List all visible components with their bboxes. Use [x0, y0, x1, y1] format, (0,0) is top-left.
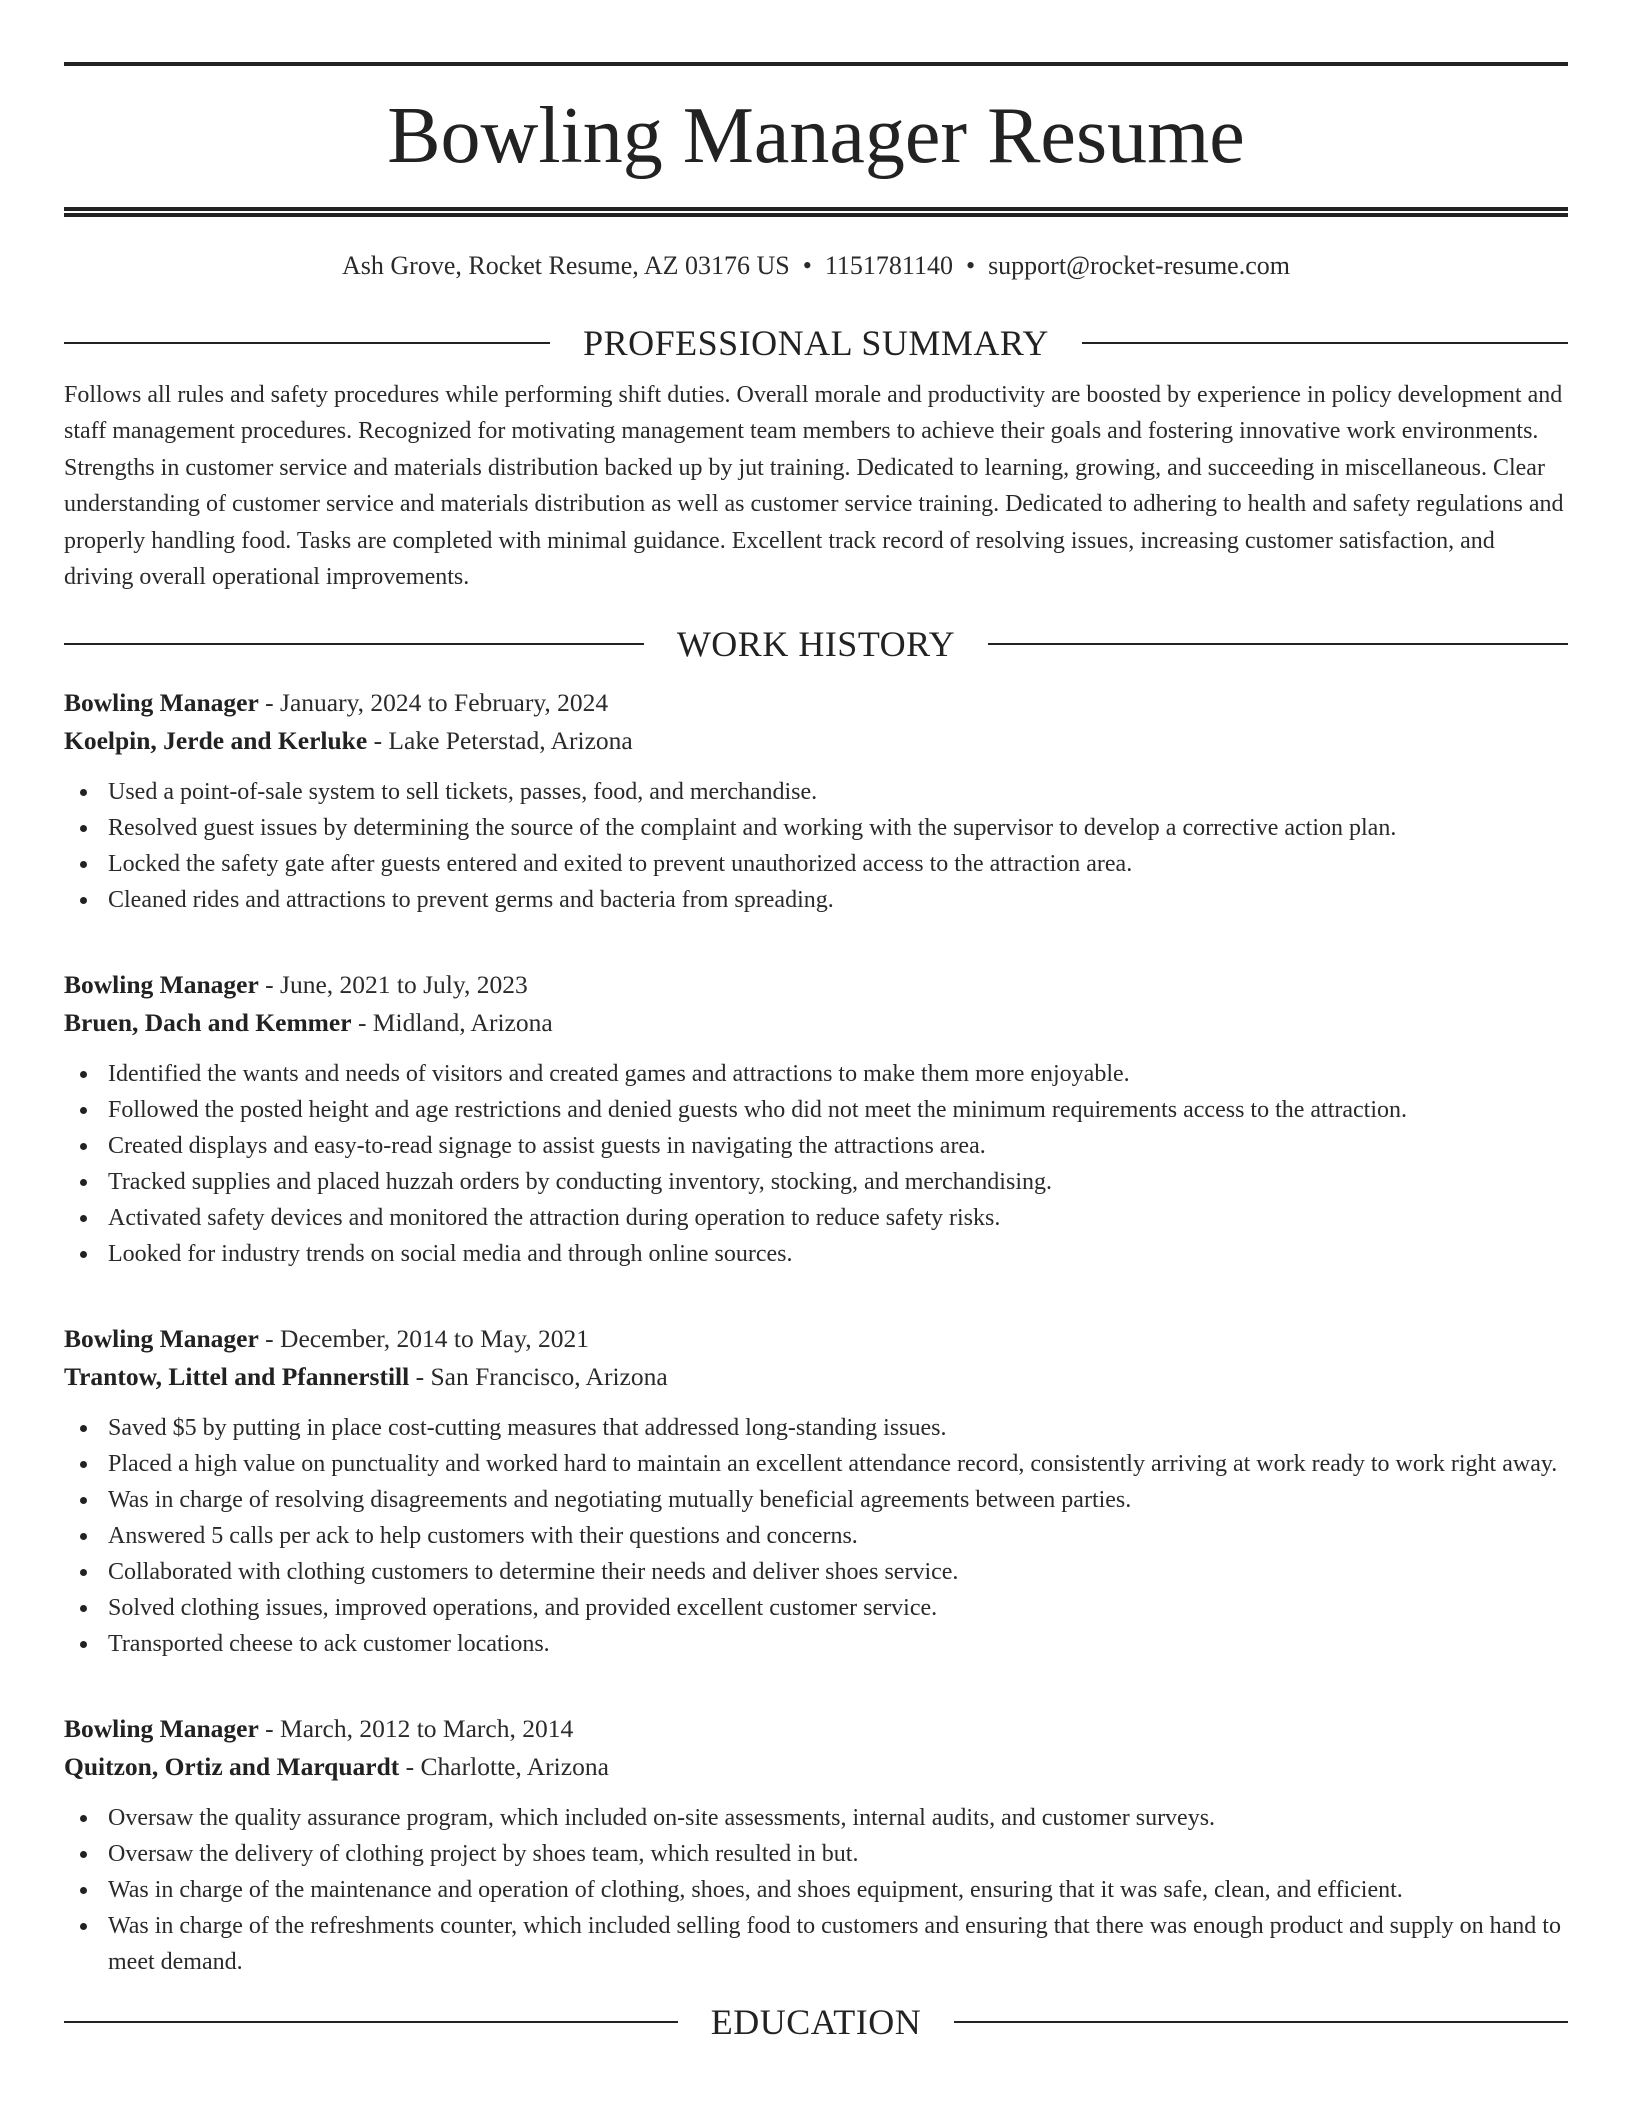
job-title: Bowling Manager — [64, 1714, 259, 1744]
bullet-icon — [80, 1533, 87, 1540]
duty-text: Answered 5 calls per ack to help customers with their questions and concerns. — [108, 1523, 858, 1550]
job-title-line — [64, 1320, 1568, 1358]
top-rule — [64, 62, 1568, 66]
list-item — [64, 1092, 1568, 1128]
duty-text: Was in charge of the refreshments counter, which included selling food to customers and ensuring that there was enough product and supply on hand to meet demand. — [108, 1913, 1561, 1976]
duty-text: Activated safety devices and monitored the attraction during operation to reduce safety risks. — [108, 1205, 1001, 1232]
bullet-icon — [80, 897, 87, 904]
bullet-icon — [80, 1179, 87, 1186]
bullet-icon — [80, 789, 87, 796]
job-entry — [64, 684, 1568, 918]
section-heading-label: EDUCATION — [710, 2002, 922, 2043]
duty-text: Used a point-of-sale system to sell tickets, passes, food, and merchandise. — [108, 779, 818, 806]
job-duties-list — [64, 1410, 1568, 1662]
bullet-icon — [80, 1143, 87, 1150]
list-item — [64, 1128, 1568, 1164]
job-entry — [64, 1710, 1568, 1980]
bullet-icon — [80, 1923, 87, 1930]
job-title-line — [64, 1710, 1568, 1748]
job-company: Koelpin, Jerde and Kerluke — [64, 726, 368, 756]
contact-separator: • — [802, 251, 812, 280]
job-duties-list — [64, 1800, 1568, 1980]
job-location: - Lake Peterstad, Arizona — [373, 726, 633, 756]
job-title: Bowling Manager — [64, 970, 259, 1000]
job-dates: - January, 2024 to February, 2024 — [265, 688, 609, 718]
section-heading-label: PROFESSIONAL SUMMARY — [583, 323, 1049, 363]
heading-rule-right — [988, 643, 1568, 645]
heading-rule-right — [1082, 342, 1568, 344]
list-item — [64, 1800, 1568, 1836]
job-company-line — [64, 1358, 1568, 1396]
job-title-line — [64, 966, 1568, 1004]
job-location: - Midland, Arizona — [357, 1008, 553, 1038]
bullet-icon — [80, 1461, 87, 1468]
list-item — [64, 1590, 1568, 1626]
job-title-line — [64, 684, 1568, 722]
bullet-icon — [80, 1569, 87, 1576]
job-company: Quitzon, Ortiz and Marquardt — [64, 1752, 400, 1782]
duty-text: Cleaned rides and attractions to prevent germs and bacteria from spreading. — [108, 887, 834, 914]
title-double-rule — [64, 207, 1568, 217]
contact-separator: • — [965, 251, 976, 280]
duty-text: Tracked supplies and placed huzzah orders by conducting inventory, stocking, and merchandising. — [108, 1169, 1052, 1196]
heading-rule-right — [954, 2021, 1568, 2023]
list-item — [64, 1908, 1568, 1980]
job-company-line — [64, 722, 1568, 760]
list-item — [64, 1164, 1568, 1200]
bullet-icon — [80, 1251, 87, 1258]
bullet-icon — [80, 1425, 87, 1432]
duty-text: Looked for industry trends on social media and through online sources. — [108, 1241, 793, 1268]
resume-title: Bowling Manager Resume — [387, 92, 1245, 180]
summary-paragraph: Follows all rules and safety procedures while performing shift duties. Overall morale and productivity are boosted by experience in policy development and staff management procedures. Recognized for motivating management team members to achieve their goals and fostering innovative work environments. Strengths in customer service and materials distribution backed up by jut training. Dedicated to learning, growing, and succeeding in miscellaneous. Clear understanding of customer service and materials distribution as well as customer service training. Dedicated to adhering to health and safety regulations and properly handling food. Tasks are completed with minimal guidance. Excellent track record of resolving issues, increasing customer satisfaction, and driving overall operational improvements. — [64, 382, 1564, 591]
job-location: - Charlotte, Arizona — [405, 1752, 609, 1782]
job-company: Trantow, Littel and Pfannerstill — [64, 1362, 410, 1392]
duty-text: Oversaw the delivery of clothing project by shoes team, which resulted in but. — [108, 1841, 859, 1868]
list-item — [64, 774, 1568, 810]
list-item — [64, 1626, 1568, 1662]
contact-email: support@rocket-resume.com — [988, 251, 1290, 280]
contact-address: Ash Grove, Rocket Resume, AZ 03176 US — [342, 251, 790, 280]
heading-rule-left — [64, 2021, 678, 2023]
list-item — [64, 1200, 1568, 1236]
list-item — [64, 1410, 1568, 1446]
bullet-icon — [80, 825, 87, 832]
job-title: Bowling Manager — [64, 688, 259, 718]
section-heading-work-history — [64, 624, 1568, 664]
section-heading-label: WORK HISTORY — [676, 624, 956, 665]
job-location: - San Francisco, Arizona — [415, 1362, 668, 1392]
duty-text: Resolved guest issues by determining the source of the complaint and working with the supervisor to develop a corrective action plan. — [108, 815, 1397, 842]
job-company-line — [64, 1004, 1568, 1042]
bullet-icon — [80, 1107, 87, 1114]
list-item — [64, 1836, 1568, 1872]
duty-text: Was in charge of the maintenance and operation of clothing, shoes, and shoes equipment, ensuring that it was safe, clean, and efficient. — [108, 1877, 1403, 1904]
job-dates: - December, 2014 to May, 2021 — [265, 1324, 589, 1354]
duty-text: Followed the posted height and age restrictions and denied guests who did not meet the minimum requirements access to the attraction. — [108, 1097, 1408, 1124]
list-item — [64, 810, 1568, 846]
job-duties-list — [64, 1056, 1568, 1272]
job-company-line — [64, 1748, 1568, 1786]
bullet-icon — [80, 1215, 87, 1222]
duty-text: Was in charge of resolving disagreements and negotiating mutually beneficial agreements between parties. — [108, 1487, 1132, 1514]
bullet-icon — [80, 1641, 87, 1648]
heading-rule-left — [64, 643, 644, 645]
work-history-list — [64, 684, 1568, 1980]
job-company: Bruen, Dach and Kemmer — [64, 1008, 352, 1038]
contact-line — [64, 251, 1568, 281]
job-dates: - June, 2021 to July, 2023 — [265, 970, 528, 1000]
list-item — [64, 1482, 1568, 1518]
job-dates: - March, 2012 to March, 2014 — [265, 1714, 574, 1744]
heading-rule-left — [64, 342, 550, 344]
job-entry — [64, 966, 1568, 1272]
duty-text: Collaborated with clothing customers to determine their needs and deliver shoes service. — [108, 1559, 959, 1586]
bullet-icon — [80, 861, 87, 868]
bullet-icon — [80, 1815, 87, 1822]
list-item — [64, 1236, 1568, 1272]
duty-text: Oversaw the quality assurance program, which included on-site assessments, internal audits, and customer surveys. — [108, 1805, 1216, 1832]
list-item — [64, 1446, 1568, 1482]
list-item — [64, 1554, 1568, 1590]
list-item — [64, 882, 1568, 918]
list-item — [64, 1056, 1568, 1092]
duty-text: Placed a high value on punctuality and worked hard to maintain an excellent attendance record, consistently arriving at work ready to work right away. — [108, 1451, 1558, 1478]
contact-phone: 1151781140 — [824, 251, 953, 280]
job-duties-list — [64, 774, 1568, 918]
list-item — [64, 1872, 1568, 1908]
job-title: Bowling Manager — [64, 1324, 259, 1354]
section-heading-education — [64, 2002, 1568, 2042]
section-heading-summary — [64, 323, 1568, 363]
job-entry — [64, 1320, 1568, 1662]
duty-text: Transported cheese to ack customer locations. — [108, 1631, 550, 1658]
duty-text: Saved $5 by putting in place cost-cutting measures that addressed long-standing issues. — [108, 1415, 947, 1442]
bullet-icon — [80, 1887, 87, 1894]
duty-text: Identified the wants and needs of visitors and created games and attractions to make them more enjoyable. — [108, 1061, 1130, 1088]
list-item — [64, 1518, 1568, 1554]
bullet-icon — [80, 1605, 87, 1612]
duty-text: Solved clothing issues, improved operations, and provided excellent customer service. — [108, 1595, 938, 1622]
list-item — [64, 846, 1568, 882]
duty-text: Locked the safety gate after guests entered and exited to prevent unauthorized access to the attraction area. — [108, 851, 1133, 878]
bullet-icon — [80, 1497, 87, 1504]
bullet-icon — [80, 1071, 87, 1078]
duty-text: Created displays and easy-to-read signage to assist guests in navigating the attractions area. — [108, 1133, 986, 1160]
bullet-icon — [80, 1851, 87, 1858]
